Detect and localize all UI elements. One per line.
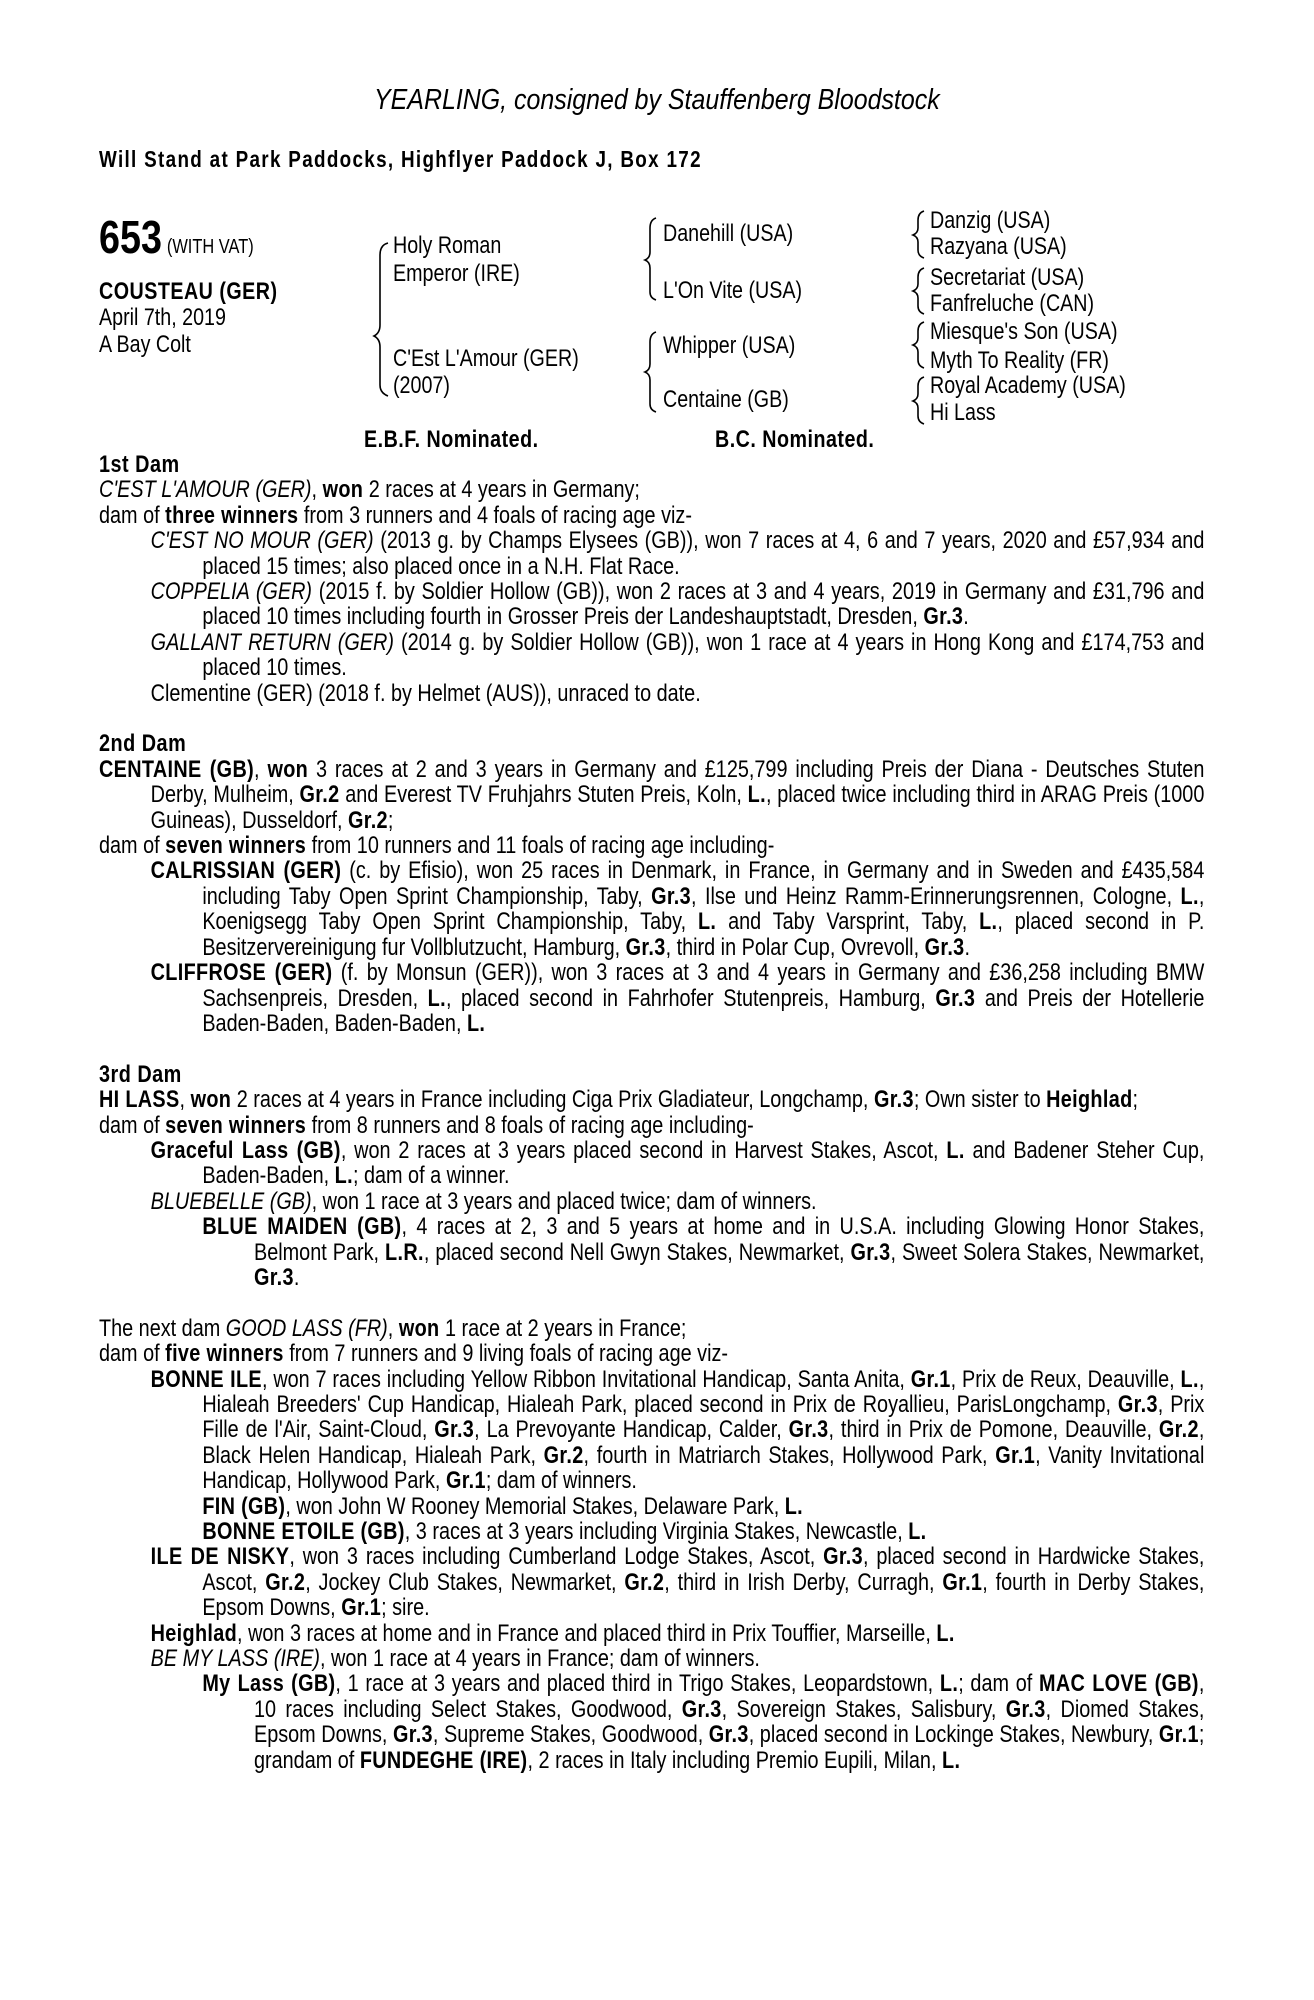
entry-text: , placed twice including third in ARAG Preis (1000 Guineas), Dusseldorf, [150, 781, 1205, 834]
entry-text: , [387, 1314, 399, 1342]
entry-text: ; grandam of [253, 1721, 1205, 1774]
italic-text: GALLANT RETURN (GER) [150, 628, 394, 656]
bold-text: Gr.2 [265, 1568, 306, 1596]
bold-text: L. [784, 1492, 804, 1520]
bold-text: Gr.3 [823, 1543, 864, 1571]
bold-text: Gr.2 [299, 781, 340, 809]
bold-text: L. [941, 1746, 961, 1774]
bold-text: five winners [165, 1340, 284, 1368]
bold-text: ILE DE NISKY [150, 1543, 290, 1571]
bc-nominated: B.C. Nominated. [715, 426, 875, 453]
pedigree-gen3: Secretariat (USA) [930, 264, 1085, 291]
bold-text: seven winners [165, 832, 307, 860]
entry-text: , Prix de Reux, Deauville, [950, 1365, 1181, 1393]
entry-text: , Hialeah Breeders' Cup Handicap, Hialeah Park, placed second in Prix de Royallieu, ParisLongchamp, [202, 1365, 1205, 1418]
entry-text: ; sire. [381, 1594, 430, 1622]
bold-text: Gr.3 [651, 882, 692, 910]
pedigree-entry [99, 833, 1204, 858]
pedigree-entry [99, 1494, 1204, 1519]
entry-text: . [293, 1263, 300, 1291]
entry-text: , won 7 races including Yellow Ribbon Invitational Handicap, Santa Anita, [261, 1365, 911, 1393]
bold-text: BLUE MAIDEN (GB) [202, 1213, 402, 1241]
bracket-gen1 [374, 243, 388, 396]
entry-text: , Sweet Solera Stakes, Newmarket, [890, 1238, 1205, 1266]
italic-text: C'EST NO MOUR (GER) [150, 527, 374, 555]
pedigree-entry [99, 1621, 1204, 1646]
entry-text: . [964, 933, 971, 961]
entry-text: , third in Prix de Pomone, Deauville, [828, 1416, 1159, 1444]
sire-name-line1: Holy Roman [393, 232, 502, 259]
entry-text: , Prix Fille de l'Air, Saint-Cloud, [202, 1390, 1205, 1444]
bold-text: L. [946, 1136, 965, 1164]
bold-text: HI LASS [99, 1086, 180, 1114]
pedigree-gen2-sire-dam: L'On Vite (USA) [663, 277, 803, 304]
bold-text: Gr.1 [1158, 1721, 1199, 1749]
entry-text: , Supreme Stakes, Goodwood, [432, 1721, 709, 1749]
bold-text: L. [747, 781, 766, 809]
bold-text: Gr.1 [445, 1467, 486, 1495]
pedigree-entry [99, 1138, 1204, 1189]
bold-text: BONNE ILE [150, 1365, 262, 1393]
entry-text: ; Own sister to [913, 1086, 1047, 1114]
entry-text: (c. by Efisio), won 25 races in Denmark, in France, in Germany and in Sweden and £435,584 including Taby Open Sprint Championship, Taby, [202, 857, 1205, 910]
entry-text: , Black Helen Handicap, Hialeah Park, [202, 1416, 1205, 1469]
pedigree-entry [99, 477, 1204, 502]
horse-description: A Bay Colt [99, 331, 191, 358]
pedigree-gen3: Fanfreluche (CAN) [930, 290, 1095, 317]
entry-text: from 7 runners and 9 living foals of racing age viz- [283, 1340, 729, 1368]
bold-text: Gr.3 [681, 1695, 722, 1723]
bold-text: FIN (GB) [202, 1492, 286, 1520]
entry-text: , third in Polar Cup, Ovrevoll, [665, 933, 925, 961]
entry-text: , Sovereign Stakes, Salisbury, [721, 1695, 1006, 1723]
pedigree-entry [99, 757, 1204, 833]
entry-text: , won 2 races at 3 years placed second in Harvest Stakes, Ascot, [340, 1136, 947, 1164]
entry-text: , fourth in Matriarch Stakes, Hollywood Park, [583, 1441, 996, 1469]
entry-text: , 3 races at 3 years including Virginia Stakes, Newcastle, [404, 1518, 909, 1546]
italic-text: C'EST L'AMOUR (GER) [99, 476, 312, 504]
section-heading: 2nd Dam [99, 730, 187, 758]
entry-text: , Vanity Invitational Handicap, Hollywood Park, [202, 1441, 1205, 1495]
bracket-gen3-1 [913, 211, 924, 258]
bold-text: BONNE ETOILE (GB) [202, 1518, 405, 1546]
bold-text: L.R. [385, 1238, 424, 1266]
entry-text: , [254, 755, 268, 783]
entry-text: and Everest TV Fruhjahrs Stuten Preis, Koln, [339, 781, 748, 809]
bold-text: Gr.1 [910, 1365, 951, 1393]
entry-text: (f. by Monsun (GER)), won 3 races at 3 and 4 years in Germany and £36,258 including BMW Sachsenpreis, Dresden, [202, 959, 1205, 1012]
entry-text: from 3 runners and 4 foals of racing age viz- [298, 501, 692, 529]
bold-text: Gr.2 [347, 806, 388, 834]
pedigree-entry [99, 503, 1204, 528]
entry-text: (2015 f. by Soldier Hollow (GB)), won 2 races at 3 and 4 years, 2019 in Germany and £31,796 and placed 10 times including fourth in Grosser Preis der Landeshauptstadt, Dresden, [202, 578, 1205, 631]
bold-text: Heighlad [150, 1619, 238, 1647]
lot-number: 653 [99, 211, 162, 263]
bold-text: Gr.3 [392, 1721, 433, 1749]
entry-text: , Jockey Club Stakes, Newmarket, [305, 1568, 625, 1596]
bold-text: L. [979, 908, 998, 936]
entry-text: , [179, 1086, 191, 1114]
entry-text: from 10 runners and 11 foals of racing age including- [306, 832, 775, 860]
pedigree-entry [99, 1544, 1204, 1620]
bold-text: Gr.3 [253, 1263, 294, 1291]
italic-text: GOOD LASS (FR) [225, 1314, 388, 1342]
pedigree-entry [99, 1671, 1204, 1773]
pedigree-entry [99, 1214, 1204, 1290]
bold-text: won [398, 1314, 440, 1342]
pedigree-entry [99, 960, 1204, 1036]
pedigree-entry [99, 1316, 1204, 1341]
pedigree-entry [99, 1341, 1204, 1366]
bracket-gen2-top [645, 218, 656, 300]
pedigree-gen3: Danzig (USA) [930, 207, 1051, 234]
pedigree-entry [99, 1087, 1204, 1112]
bold-text: won [267, 755, 309, 783]
bold-text: Gr.3 [935, 984, 976, 1012]
entry-text: ; [1132, 1086, 1139, 1114]
bold-text: Gr.3 [1005, 1695, 1046, 1723]
ebf-nominated: E.B.F. Nominated. [364, 426, 539, 453]
bold-text: L. [334, 1162, 353, 1190]
bracket-gen2-bottom [645, 332, 656, 412]
entry-text: ; dam of a winner. [352, 1162, 510, 1190]
section-spacer [99, 1036, 1204, 1061]
title-text: YEARLING, consigned by Stauffenberg Bloodstock [374, 84, 940, 116]
section-spacer [99, 706, 1204, 731]
entry-text: 1 race at 2 years in France; [439, 1314, 687, 1342]
entry-text: (2013 g. by Champs Elysees (GB)), won 7 races at 4, 6 and 7 years, 2020 and £57,934 and placed 15 times; also placed once in a N.H. Flat Race. [202, 527, 1205, 580]
stand-location: Will Stand at Park Paddocks, Highflyer Paddock J, Box 172 [99, 146, 702, 172]
bold-text: Gr.2 [1158, 1416, 1199, 1444]
bold-text: L. [466, 1009, 486, 1037]
bold-text: seven winners [165, 1111, 307, 1139]
bold-text: L. [697, 908, 717, 936]
bold-text: L. [939, 1670, 959, 1698]
entry-text: 3 races at 2 and 3 years in Germany and £125,799 including Preis der Diana - Deutsches Stuten Derby, Mulheim, [150, 755, 1205, 809]
entry-text: , fourth in Derby Stakes, Epsom Downs, [202, 1568, 1205, 1622]
section-spacer [99, 1290, 1204, 1315]
bold-text: Gr.3 [924, 933, 965, 961]
bold-text: CENTAINE (GB) [99, 755, 255, 783]
dam-name-line1: C'Est L'Amour (GER) [393, 345, 579, 372]
entry-text: from 8 runners and 8 foals of racing age including- [306, 1111, 754, 1139]
entry-text: and Badener Steher Cup, Baden-Baden, [202, 1136, 1205, 1190]
bold-text: three winners [165, 501, 299, 529]
entry-text: , won 3 races at home and in France and placed third in Prix Touffier, Marseille, [237, 1619, 937, 1647]
bracket-gen3-2 [913, 268, 924, 314]
bracket-gen3-3 [913, 322, 924, 368]
pedigree-entry [99, 579, 1204, 630]
bold-text: CALRISSIAN (GER) [150, 857, 342, 885]
entry-text: , [311, 476, 323, 504]
bold-text: L. [1180, 1365, 1199, 1393]
entry-text: ; dam of winners. [485, 1467, 637, 1495]
entry-text: , 10 races including Select Stakes, Goodwood, [253, 1670, 1205, 1723]
pedigree-entry [99, 858, 1204, 960]
entry-text: . [963, 603, 969, 631]
entry-text: , placed second in Lockinge Stakes, Newbury, [748, 1721, 1159, 1749]
pedigree-gen3: Razyana (USA) [930, 233, 1067, 260]
foaling-date: April 7th, 2019 [99, 304, 226, 331]
entry-text: , won 1 race at 4 years in France; dam of winners. [320, 1645, 760, 1673]
pedigree-entry [99, 1113, 1204, 1138]
pedigree-brackets [0, 0, 1314, 460]
italic-text: BLUEBELLE (GB) [150, 1187, 312, 1215]
entry-text: 2 races at 4 years in Germany; [363, 476, 640, 504]
bold-text: Graceful Lass (GB) [150, 1136, 341, 1164]
italic-text: COPPELIA (GER) [150, 578, 313, 606]
entry-text: dam of [99, 501, 166, 529]
entry-text: , won 3 races including Cumberland Lodge Stakes, Ascot, [289, 1543, 824, 1571]
produce-record [99, 452, 1204, 1773]
bold-text: won [190, 1086, 232, 1114]
entry-text: dam of [99, 1340, 166, 1368]
pedigree-gen2-sire-sire: Danehill (USA) [663, 220, 794, 247]
bold-text: Gr.3 [434, 1416, 475, 1444]
entry-text: , placed second in P. Besitzervereinigung fur Vollblutzucht, Hamburg, [202, 908, 1205, 961]
bold-text: Gr.1 [341, 1594, 382, 1622]
entry-text: , Diomed Stakes, Epsom Downs, [253, 1695, 1205, 1749]
entry-text: , placed second in Hardwicke Stakes, Ascot, [202, 1543, 1205, 1596]
bold-text: My Lass (GB) [202, 1670, 336, 1698]
pedigree-entry [99, 528, 1204, 579]
bold-text: Gr.3 [1117, 1390, 1158, 1418]
bold-text: MAC LOVE (GB) [1039, 1670, 1199, 1698]
pedigree-entry [99, 1367, 1204, 1494]
entry-text: , placed second Nell Gwyn Stakes, Newmarket, [423, 1238, 851, 1266]
bold-text: Gr.3 [923, 603, 964, 631]
pedigree-entry [99, 1519, 1204, 1544]
pedigree-gen3: Myth To Reality (FR) [930, 347, 1109, 374]
entry-text: ; [387, 806, 394, 834]
entry-text: , Ilse und Heinz Ramm-Erinnerungsrennen, Cologne, [691, 882, 1181, 910]
bracket-gen3-4 [913, 377, 924, 424]
pedigree-gen2-dam-sire: Whipper (USA) [663, 332, 796, 359]
bold-text: Heighlad [1046, 1086, 1133, 1114]
italic-text: BE MY LASS (IRE) [150, 1645, 321, 1673]
pedigree-gen2-dam-dam: Centaine (GB) [663, 386, 789, 413]
entry-text: The next dam [99, 1314, 226, 1342]
bold-text: L. [1180, 882, 1199, 910]
section-heading: 3rd Dam [99, 1060, 182, 1088]
bold-text: Gr.1 [995, 1441, 1036, 1469]
pedigree-entry [99, 1189, 1204, 1214]
bold-text: Gr.3 [850, 1238, 891, 1266]
entry-text: , placed second in Fahrhofer Stutenpreis, Hamburg, [445, 984, 936, 1012]
entry-text: , won John W Rooney Memorial Stakes, Delaware Park, [285, 1492, 785, 1520]
bold-text: Gr.2 [624, 1568, 665, 1596]
dam-name-line2: (2007) [393, 372, 450, 399]
pedigree-entry [99, 630, 1204, 681]
bold-text: Gr.1 [942, 1568, 983, 1596]
section-heading: 1st Dam [99, 451, 180, 478]
vat-note: (WITH VAT) [166, 236, 254, 258]
bold-text: L. [908, 1518, 927, 1546]
pedigree-gen3: Miesque's Son (USA) [930, 318, 1118, 345]
entry-text: (2014 g. by Soldier Hollow (GB)), won 1 race at 4 years in Hong Kong and £174,753 and placed 10 times. [202, 628, 1205, 682]
bold-text: L. [427, 984, 446, 1012]
entry-text: dam of [99, 832, 166, 860]
bold-text: won [322, 476, 364, 504]
entry-text: , 1 race at 3 years and placed third in Trigo Stakes, Leopardstown, [335, 1670, 940, 1698]
pedigree-gen3: Hi Lass [930, 399, 996, 426]
bold-text: Gr.3 [708, 1721, 749, 1749]
entry-text: , 2 races in Italy including Premio Eupili, Milan, [527, 1746, 942, 1774]
entry-text: ; dam of [958, 1670, 1040, 1698]
entry-text: , 4 races at 2, 3 and 5 years at home and in U.S.A. including Glowing Honor Stakes, Belmont Park, [253, 1213, 1205, 1266]
entry-text: Clementine (GER) (2018 f. by Helmet (AUS)), unraced to date. [150, 679, 701, 707]
pedigree-entry [99, 1646, 1204, 1671]
entry-text: dam of [99, 1111, 166, 1139]
entry-text: , La Prevoyante Handicap, Calder, [474, 1416, 789, 1444]
entry-text: and Preis der Hotellerie Baden-Baden, Baden-Baden, [202, 984, 1205, 1037]
entry-text: , won 1 race at 3 years and placed twice; dam of winners. [311, 1187, 817, 1215]
bold-text: FUNDEGHE (IRE) [359, 1746, 528, 1774]
entry-text: 2 races at 4 years in France including Ciga Prix Gladiateur, Longchamp, [231, 1086, 874, 1114]
bold-text: L. [936, 1619, 955, 1647]
bold-text: Gr.3 [625, 933, 666, 961]
bold-text: Gr.3 [788, 1416, 829, 1444]
bold-text: CLIFFROSE (GER) [150, 959, 333, 987]
entry-text: and Taby Varsprint, Taby, [716, 908, 980, 936]
bold-text: Gr.3 [873, 1086, 914, 1114]
bold-text: Gr.2 [543, 1441, 584, 1469]
sire-name-line2: Emperor (IRE) [393, 260, 520, 287]
pedigree-entry [99, 681, 1204, 706]
pedigree-gen3: Royal Academy (USA) [930, 372, 1126, 399]
entry-text: , third in Irish Derby, Curragh, [664, 1568, 943, 1596]
horse-name: COUSTEAU (GER) [99, 278, 278, 305]
entry-text: , Koenigsegg Taby Open Sprint Championship, Taby, [202, 882, 1205, 936]
